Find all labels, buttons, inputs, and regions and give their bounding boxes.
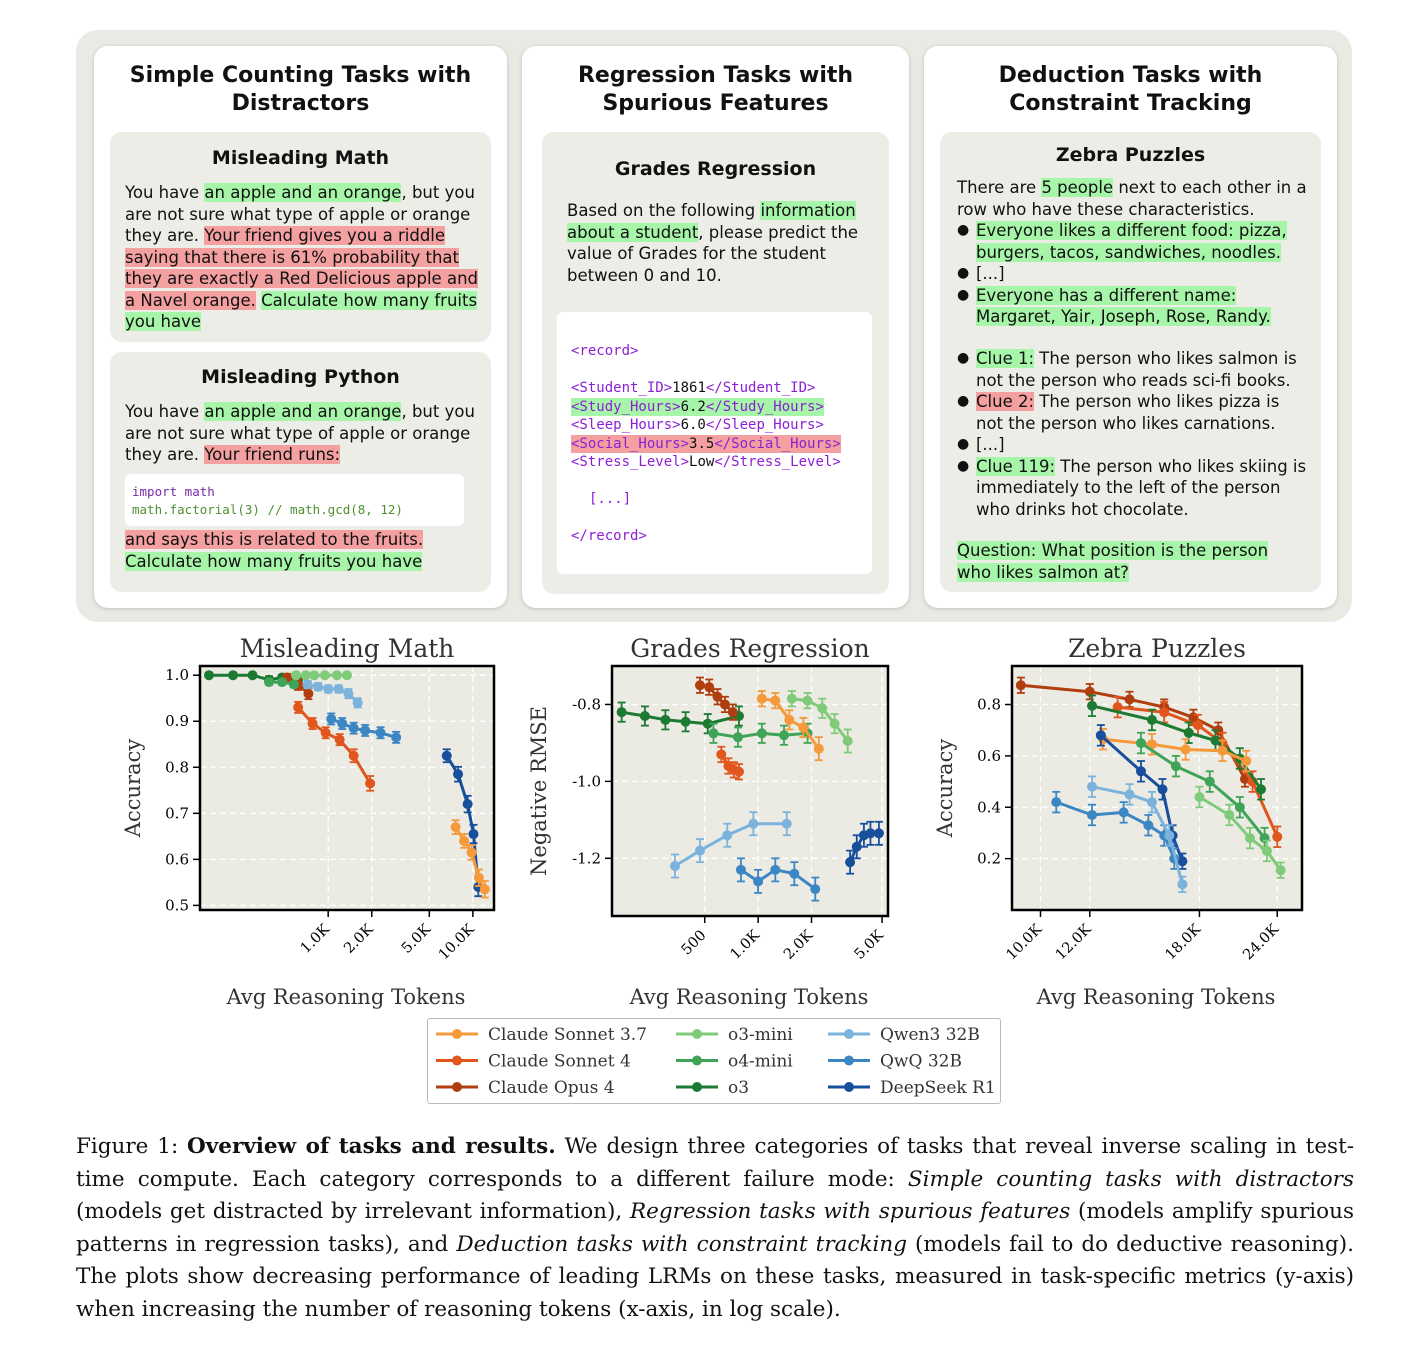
card-title: Simple Counting Tasks with Distractors — [129, 63, 472, 116]
record-close-tag: </record> — [571, 528, 647, 544]
data-point — [782, 819, 792, 829]
data-point — [264, 677, 274, 687]
highlighted-text: Clue 2: — [976, 392, 1035, 411]
data-point — [442, 751, 452, 761]
data-point — [784, 715, 794, 725]
y-axis-label: Negative RMSE — [527, 706, 551, 876]
highlighted-text: an apple and an orange — [204, 183, 402, 202]
data-point — [289, 679, 299, 689]
text-span: Based on the following — [567, 201, 761, 220]
data-point — [467, 847, 477, 857]
data-point — [1276, 865, 1286, 875]
card-title: Deduction Tasks with Constraint Tracking — [998, 63, 1263, 116]
caption-text: (models get distracted by irrelevant information), — [76, 1199, 630, 1225]
data-point — [1181, 744, 1191, 754]
data-point — [204, 670, 214, 680]
data-point — [463, 799, 473, 809]
y-tick-label: 0.6 — [165, 850, 189, 869]
data-point — [1157, 784, 1167, 794]
legend-label: Claude Sonnet 4 — [488, 1051, 631, 1072]
data-point — [1260, 833, 1270, 843]
legend-label: o4-mini — [728, 1051, 793, 1072]
data-point — [1119, 807, 1129, 817]
record-field: <Student_ID>1861</Student_ID> — [571, 380, 816, 396]
y-tick-label: 0.7 — [165, 804, 189, 823]
data-point — [349, 751, 359, 761]
data-point — [335, 735, 345, 745]
legend-entry — [676, 1078, 749, 1098]
data-point — [353, 698, 363, 708]
y-tick-label: 0.8 — [165, 758, 189, 777]
data-point — [810, 884, 820, 894]
x-axis-label: Avg Reasoning Tokens — [1036, 985, 1276, 1009]
data-point — [1193, 720, 1203, 730]
data-point — [1256, 784, 1266, 794]
data-point — [308, 719, 318, 729]
caption-text: (models fail to do deductive reasoning). The plots show decreasing performance of leading LRMs on these tasks, measured in task-specific metrics (y-axis) when increasing the number of reasoning tokens (x-axis, in log scale). — [76, 1231, 1354, 1322]
record-field: <Study_Hours>6.2</Study_Hours> — [571, 398, 824, 415]
data-point — [309, 670, 319, 680]
legend-entry — [436, 1025, 647, 1045]
data-point — [293, 702, 303, 712]
data-point — [334, 684, 344, 694]
legend-marker — [692, 1029, 702, 1039]
y-tick-label: 0.4 — [977, 798, 1001, 817]
data-point — [365, 778, 375, 788]
text-span: You have — [125, 183, 205, 202]
text-span: There are — [957, 178, 1042, 197]
code-line-1: import math — [132, 484, 215, 499]
data-point — [770, 865, 780, 875]
record-field: <Social_Hours>3.5</Social_Hours> — [571, 435, 841, 452]
legend-label: DeepSeek R1 — [880, 1078, 996, 1098]
box-title: Grades Regression — [614, 158, 817, 180]
legend-marker — [452, 1029, 462, 1039]
legend-marker — [692, 1082, 702, 1092]
data-point — [814, 744, 824, 754]
x-tick-label: 18.0K — [1162, 921, 1205, 964]
data-point — [1177, 879, 1187, 889]
data-point — [1164, 831, 1174, 841]
data-point — [803, 696, 813, 706]
x-tick-label: 5.0K — [398, 921, 435, 957]
text-span: You have — [125, 402, 205, 421]
legend-label: o3 — [728, 1078, 750, 1098]
data-point — [1205, 777, 1215, 787]
box-title: Misleading Python — [201, 366, 400, 388]
box-title: Misleading Math — [211, 147, 390, 169]
data-point — [323, 684, 333, 694]
data-point — [313, 682, 323, 692]
text-span: [...] — [976, 264, 1005, 283]
x-tick-label: 2.0K — [781, 927, 817, 963]
record-field: <Stress_Level>Low</Stress_Level> — [571, 454, 841, 470]
text-span: , but you are not sure what type of apple or orange they are. — [125, 183, 475, 245]
chart-title: Grades Regression — [630, 634, 870, 663]
data-point — [291, 670, 301, 680]
highlighted-text: Question: What position is the person who likes salmon at? — [957, 541, 1269, 582]
data-point — [734, 767, 744, 777]
record-ellipsis: [...] — [589, 491, 632, 507]
x-tick-label: 500 — [678, 927, 710, 959]
y-tick-label: 0.5 — [165, 896, 189, 915]
data-point — [360, 725, 370, 735]
data-point — [695, 680, 705, 690]
data-point — [1217, 746, 1227, 756]
caption-italic: Deduction tasks with constraint tracking — [456, 1231, 907, 1257]
data-point — [708, 728, 718, 738]
chart-title: Misleading Math — [239, 634, 455, 663]
x-tick-label: 1.0K — [727, 927, 763, 963]
data-point — [695, 846, 705, 856]
data-point — [770, 696, 780, 706]
y-axis-label: Accuracy — [121, 738, 145, 838]
data-point — [757, 694, 767, 704]
data-point — [326, 714, 336, 724]
x-tick-label: 2.0K — [341, 921, 377, 957]
text-span: , please predict the value of Grades for the student between 0 and 10. — [567, 222, 859, 285]
legend-marker — [452, 1056, 462, 1066]
chart-1 — [527, 634, 888, 1009]
text-span: The person who likes salmon is not the person who reads sci-fi books. — [976, 349, 1297, 390]
plot-background — [200, 666, 494, 910]
data-point — [617, 707, 627, 717]
data-point — [342, 670, 352, 680]
data-point — [728, 707, 738, 717]
data-point — [1125, 789, 1135, 799]
legend-label: Claude Opus 4 — [488, 1078, 615, 1098]
card-title: Regression Tasks with Spurious Features — [577, 63, 854, 116]
legend-entry — [436, 1078, 615, 1098]
legend-entry — [828, 1078, 996, 1098]
data-point — [779, 730, 789, 740]
legend-marker — [844, 1082, 854, 1092]
legend-entries — [428, 1019, 1000, 1103]
data-point — [789, 869, 799, 879]
caption-body — [76, 1134, 1354, 1322]
data-point — [1125, 694, 1135, 704]
highlighted-text: Calculate how many fruits you have — [125, 290, 478, 331]
text-span: [...] — [976, 435, 1005, 454]
data-point — [1096, 730, 1106, 740]
record-open-tag: <record> — [571, 343, 639, 359]
text-span: , but you are not sure what type of apple or orange they are. — [125, 402, 475, 464]
highlighted-text: Your friend runs: — [204, 445, 341, 464]
y-axis-label: Accuracy — [933, 738, 957, 838]
data-point — [874, 828, 884, 838]
data-point — [1224, 810, 1234, 820]
y-tick-label: 1.0 — [165, 666, 189, 685]
data-point — [1235, 802, 1245, 812]
data-point — [1245, 833, 1255, 843]
data-point — [303, 689, 313, 699]
data-point — [321, 728, 331, 738]
legend-label: Claude Sonnet 3.7 — [488, 1025, 647, 1045]
record-field: <Sleep_Hours>6.0</Sleep_Hours> — [571, 417, 824, 433]
figure-caption — [76, 1131, 1354, 1327]
data-point — [1087, 701, 1097, 711]
x-axis-label: Avg Reasoning Tokens — [226, 985, 466, 1009]
data-point — [1194, 792, 1204, 802]
legend-marker — [452, 1082, 462, 1092]
data-point — [1262, 846, 1272, 856]
data-point — [1136, 766, 1146, 776]
chart-0 — [121, 634, 494, 1009]
data-point — [753, 876, 763, 886]
highlighted-text: Clue 119: — [976, 456, 1056, 476]
highlighted-text: and says this is related to the fruits. — [125, 530, 424, 549]
data-point — [277, 677, 287, 687]
data-point — [843, 736, 853, 746]
legend-marker — [844, 1056, 854, 1066]
text-span: The person who likes pizza is not the person who likes carnations. — [976, 392, 1280, 433]
data-point — [830, 719, 840, 729]
legend-marker — [844, 1029, 854, 1039]
data-point — [1087, 782, 1097, 792]
data-point — [376, 728, 386, 738]
y-tick-label: 0.9 — [165, 712, 189, 731]
caption-text: We design three categories of tasks that reveal inverse scaling in test-time compute. Each category corresponds to a different failure mode: — [76, 1134, 1354, 1192]
data-point — [453, 769, 463, 779]
highlighted-text: an apple and an orange — [204, 402, 402, 421]
legend-entry — [436, 1052, 631, 1072]
data-point — [391, 732, 401, 742]
x-tick-label: 5.0K — [851, 927, 887, 963]
data-point — [1016, 680, 1026, 690]
legend-label: o3-mini — [728, 1025, 793, 1045]
data-point — [451, 822, 461, 832]
box-title: Zebra Puzzles — [1055, 144, 1206, 166]
highlighted-text: Clue 1: — [976, 349, 1035, 368]
caption-label: Figure 1: — [76, 1134, 179, 1159]
data-point — [468, 829, 478, 839]
legend-entry — [828, 1052, 962, 1072]
data-point — [1087, 810, 1097, 820]
legend-entry — [828, 1025, 980, 1045]
x-axis-label: Avg Reasoning Tokens — [629, 985, 869, 1009]
data-point — [303, 679, 313, 689]
data-point — [1272, 832, 1282, 842]
data-point — [1184, 728, 1194, 738]
data-point — [248, 670, 258, 680]
chart-title: Zebra Puzzles — [1068, 634, 1246, 663]
data-point — [1143, 820, 1153, 830]
caption-text: (models amplify spurious patterns in regression tasks), and — [76, 1199, 1354, 1257]
highlighted-text: Your friend gives you a riddle saying that there is 61% probability that they are exactly a Red Delicious apple and a Navel orange. — [125, 226, 478, 310]
x-tick-label: 24.0K — [1240, 921, 1283, 964]
data-point — [1136, 738, 1146, 748]
data-point — [670, 861, 680, 871]
data-point — [228, 670, 238, 680]
data-point — [748, 819, 758, 829]
highlighted-text: 5 people — [1041, 178, 1114, 197]
data-point — [480, 884, 490, 894]
x-tick-label: 10.0K — [435, 921, 478, 964]
y-tick-label: 0.8 — [977, 695, 1001, 714]
data-point — [1051, 797, 1061, 807]
x-tick-label: 10.0K — [1003, 921, 1046, 964]
plot-background — [612, 666, 888, 916]
y-tick-label: 0.2 — [977, 849, 1001, 868]
data-point — [349, 723, 359, 733]
data-point — [1241, 756, 1251, 766]
y-tick-label: 0.6 — [977, 746, 1001, 765]
data-point — [320, 670, 330, 680]
legend-label: QwQ 32B — [880, 1051, 962, 1072]
data-point — [733, 732, 743, 742]
highlighted-text: information about a student — [567, 201, 856, 242]
data-point — [736, 865, 746, 875]
y-tick-label: -0.8 — [572, 695, 601, 714]
y-tick-label: -1.2 — [572, 849, 601, 868]
data-point — [817, 703, 827, 713]
data-point — [660, 715, 670, 725]
data-point — [757, 728, 767, 738]
data-point — [332, 670, 342, 680]
y-tick-label: -1.0 — [572, 772, 601, 791]
data-point — [722, 830, 732, 840]
data-point — [720, 699, 730, 709]
text-span: next to each other in a row who have these characteristics. — [957, 178, 1307, 219]
data-point — [787, 694, 797, 704]
code-line-2: math.factorial(3) // math.gcd(8, 12) — [132, 502, 403, 517]
highlighted-text: Everyone has a different name: Margaret, Yair, Joseph, Rose, Randy. — [976, 285, 1271, 326]
data-point — [1147, 715, 1157, 725]
legend-entry — [676, 1025, 793, 1045]
data-point — [640, 711, 650, 721]
caption-italic: Regression tasks with spurious features — [629, 1199, 1071, 1225]
caption-italic: Simple counting tasks with distractors — [907, 1166, 1354, 1192]
data-point — [704, 682, 714, 692]
data-point — [1171, 761, 1181, 771]
chart-2 — [933, 634, 1302, 1009]
data-point — [343, 689, 353, 699]
data-point — [1159, 707, 1169, 717]
data-point — [1147, 797, 1157, 807]
legend-marker — [692, 1056, 702, 1066]
legend — [427, 1018, 1001, 1104]
legend-entry — [676, 1052, 793, 1072]
data-point — [798, 723, 808, 733]
caption-bold-title: Overview of tasks and results. — [187, 1134, 556, 1159]
text-span: The person who likes skiing is immediately to the left of the person who drinks hot chocolate. — [976, 456, 1307, 519]
x-tick-label: 12.0K — [1052, 921, 1095, 964]
data-point — [337, 719, 347, 729]
legend-label: Qwen3 32B — [880, 1025, 980, 1045]
x-tick-label: 1.0K — [297, 921, 334, 957]
highlighted-text: Calculate how many fruits you have — [125, 551, 423, 571]
data-point — [681, 717, 691, 727]
highlighted-text: Everyone likes a different food: pizza, burgers, tacos, sandwiches, noodles. — [976, 221, 1287, 262]
